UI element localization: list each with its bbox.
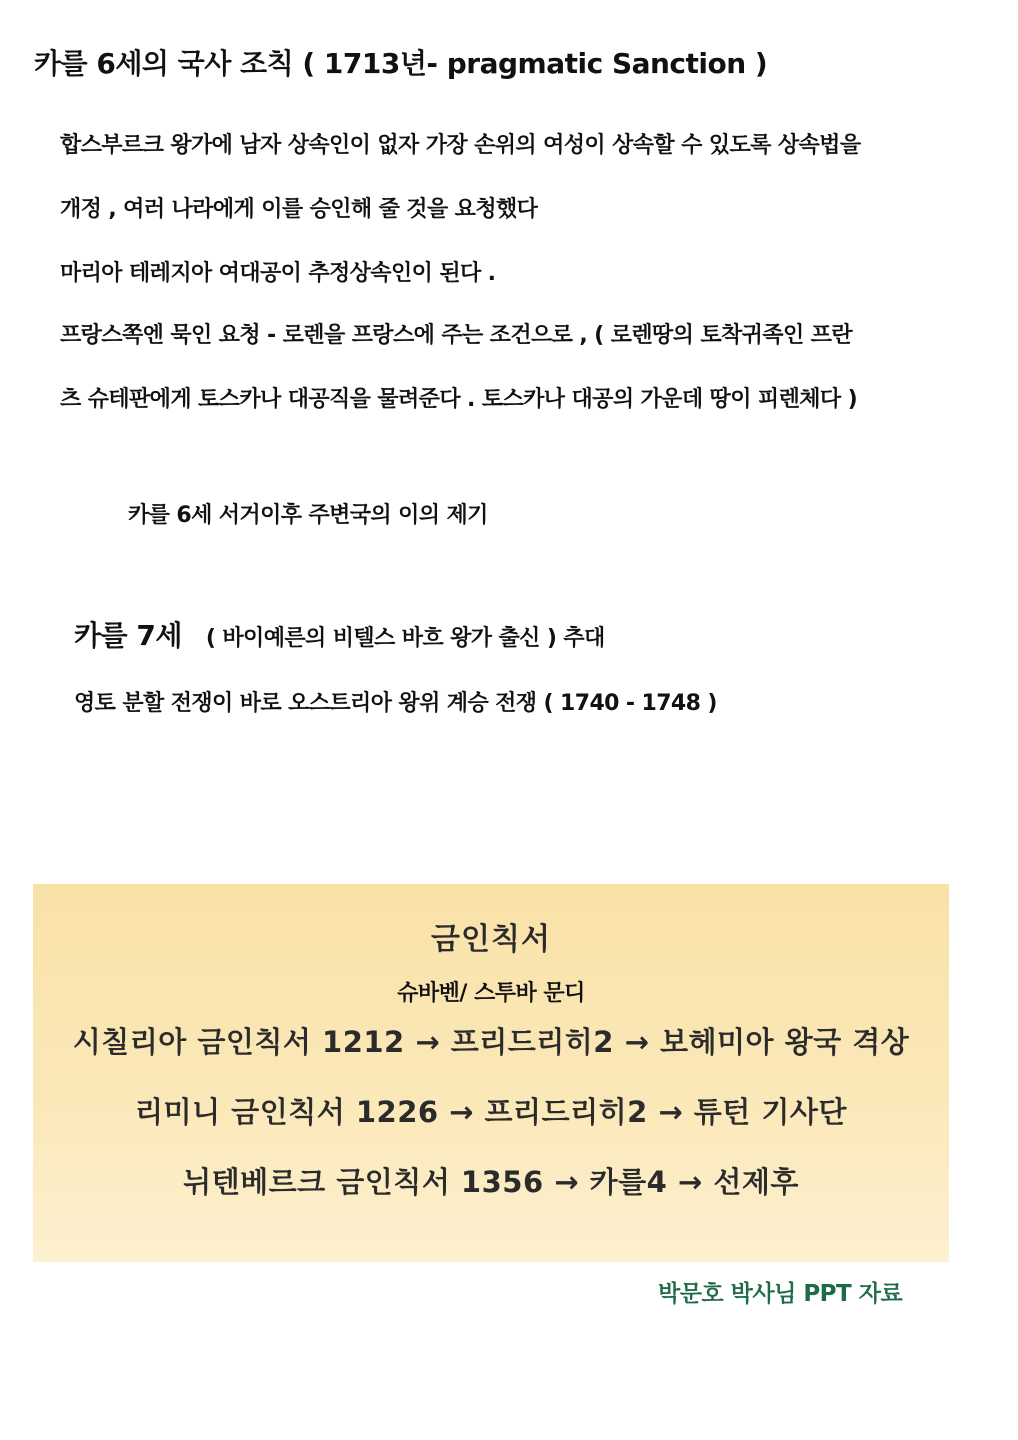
slide-row-rimini: 리미니 금인칙서 1226 → 프리드리히2 → 튜턴 기사단 bbox=[135, 1095, 847, 1129]
war-line: 영토 분할 전쟁이 바로 오스트리아 왕위 계승 전쟁 ( 1740 - 1748 ) bbox=[74, 691, 717, 716]
slide-title: 금인칙서 bbox=[431, 922, 551, 957]
slide-subtitle: 슈바벤/ 스투바 문디 bbox=[397, 981, 585, 1006]
slide-row-sicily: 시칠리아 금인칙서 1212 → 프리드리히2 → 보헤미아 왕국 격상 bbox=[72, 1025, 910, 1059]
paragraph-line-1: 합스부르크 왕가에 남자 상속인이 없자 가장 손위의 여성이 상속할 수 있도록 상속법을 bbox=[60, 133, 861, 158]
paragraph-line-5: 츠 슈테판에게 토스카나 대공직을 물려준다 . 토스카나 대공의 가운데 땅이 피렌체다 ) bbox=[60, 387, 858, 412]
paragraph-line-3: 마리아 테레지아 여대공이 추정상속인이 된다 . bbox=[60, 261, 496, 286]
golden-bull-slide bbox=[33, 884, 949, 1262]
document-title: 카를 6세의 국사 조칙 ( 1713년- pragmatic Sanction ) bbox=[34, 47, 768, 80]
paragraph-line-4: 프랑스쪽엔 묵인 요청 - 로렌을 프랑스에 주는 조건으로 , ( 로렌땅의 토착귀족인 프란 bbox=[60, 323, 852, 348]
paragraph-line-2: 개정 , 여러 나라에게 이를 승인해 줄 것을 요청했다 bbox=[60, 197, 538, 222]
karl7-name: 카를 7세 bbox=[74, 619, 182, 652]
karl7-line bbox=[74, 616, 605, 660]
after-death-note: 카를 6세 서거이후 주변국의 이의 제기 bbox=[128, 503, 488, 528]
source-credit: 박문호 박사님 PPT 자료 bbox=[658, 1281, 903, 1307]
karl7-note: ( 바이예른의 비텔스 바흐 왕가 출신 ) 추대 bbox=[205, 626, 605, 651]
slide-row-nuremberg: 뉘텐베르크 금인칙서 1356 → 카를4 → 선제후 bbox=[183, 1165, 799, 1199]
